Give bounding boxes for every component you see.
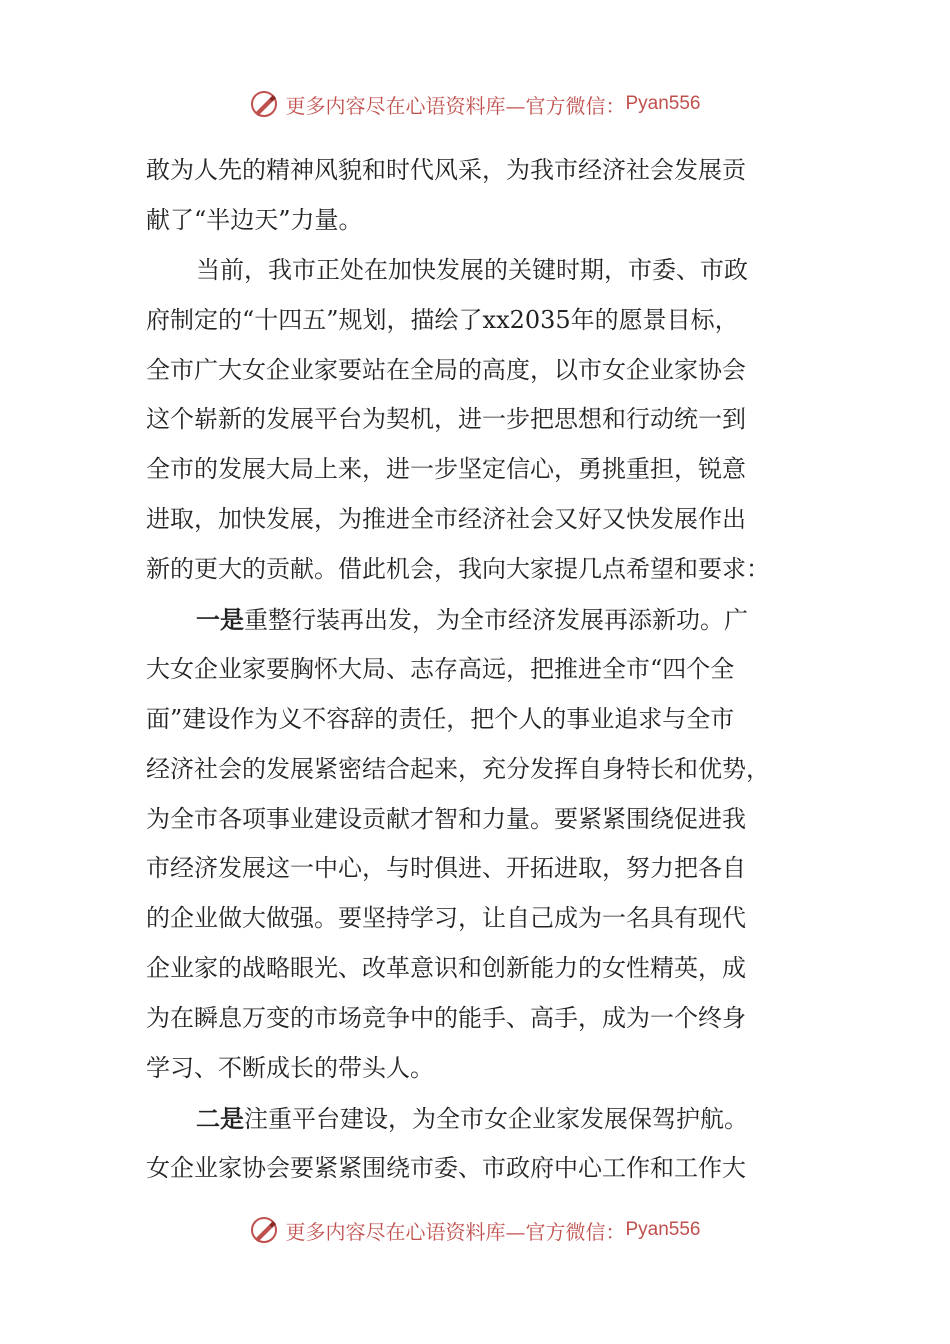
text-line: 为全市各项事业建设贡献才智和力量。要紧紧围绕促进我 bbox=[146, 804, 746, 833]
text-line: 学习、不断成长的带头人。 bbox=[146, 1054, 434, 1083]
text-line: 当前，我市正处在加快发展的关键时期，市委、市政 bbox=[196, 255, 748, 284]
text-line: 大女企业家要胸怀大局、志存高远，把推进全市“四个全 bbox=[146, 654, 735, 683]
text-line: 献了“半边天”力量。 bbox=[146, 205, 363, 234]
paragraph-4 bbox=[146, 1094, 796, 1194]
body-text bbox=[146, 146, 796, 1194]
paragraph-3 bbox=[146, 595, 796, 1094]
text-line: 女企业家协会要紧紧围绕市委、市政府中心工作和工作大 bbox=[146, 1153, 746, 1182]
text-line: 这个崭新的发展平台为契机，进一步把思想和行动统一到 bbox=[146, 405, 746, 434]
watermark-footer bbox=[0, 1210, 950, 1250]
text-line: 为在瞬息万变的市场竞争中的能手、高手，成为一个终身 bbox=[146, 1004, 746, 1033]
text-line: 府制定的“十四五”规划，描绘了xx2035年的愿景目标， bbox=[146, 305, 739, 334]
paragraph-2 bbox=[146, 246, 796, 595]
text-line: 经济社会的发展紧密结合起来，充分发挥自身特长和优势， bbox=[146, 754, 770, 783]
text-line bbox=[146, 595, 796, 645]
text-line: 市经济发展这一中心，与时俱进、开拓进取，努力把各自 bbox=[146, 854, 746, 883]
pen-nib-icon bbox=[249, 1215, 279, 1245]
watermark-wechat-id: Pyan556 bbox=[625, 1219, 701, 1240]
text-line: 敢为人先的精神风貌和时代风采，为我市经济社会发展贡 bbox=[146, 156, 746, 184]
watermark-text: 更多内容尽在心语资料库—官方微信： bbox=[285, 93, 626, 118]
point-text: 重整行装再出发，为全市经济发展再添新功。广 bbox=[244, 606, 748, 635]
point-lead: 二是 bbox=[196, 1103, 244, 1133]
text-line bbox=[146, 1094, 796, 1144]
point-lead: 一是 bbox=[196, 605, 244, 635]
watermark-text: 更多内容尽在心语资料库—官方微信： bbox=[285, 1219, 626, 1244]
text-line: 全市的发展大局上来，进一步坚定信心，勇挑重担，锐意 bbox=[146, 455, 746, 484]
text-line: 全市广大女企业家要站在全局的高度，以市女企业家协会 bbox=[146, 355, 746, 384]
text-line: 的企业做大做强。要坚持学习，让自己成为一名具有现代 bbox=[146, 904, 746, 933]
text-line: 企业家的战略眼光、改革意识和创新能力的女性精英，成 bbox=[146, 954, 746, 983]
text-line: 进取，加快发展，为推进全市经济社会又好又快发展作出 bbox=[146, 505, 746, 534]
text-line: 面”建设作为义不容辞的责任，把个人的事业追求与全市 bbox=[146, 704, 735, 733]
text-line: 新的更大的贡献。借此机会，我向大家提几点希望和要求： bbox=[146, 555, 770, 584]
watermark-wechat-id: Pyan556 bbox=[625, 93, 701, 114]
watermark-header bbox=[0, 84, 950, 124]
paragraph-1 bbox=[146, 146, 796, 246]
pen-nib-icon bbox=[249, 89, 279, 119]
point-text: 注重平台建设，为全市女企业家发展保驾护航。 bbox=[244, 1104, 748, 1133]
